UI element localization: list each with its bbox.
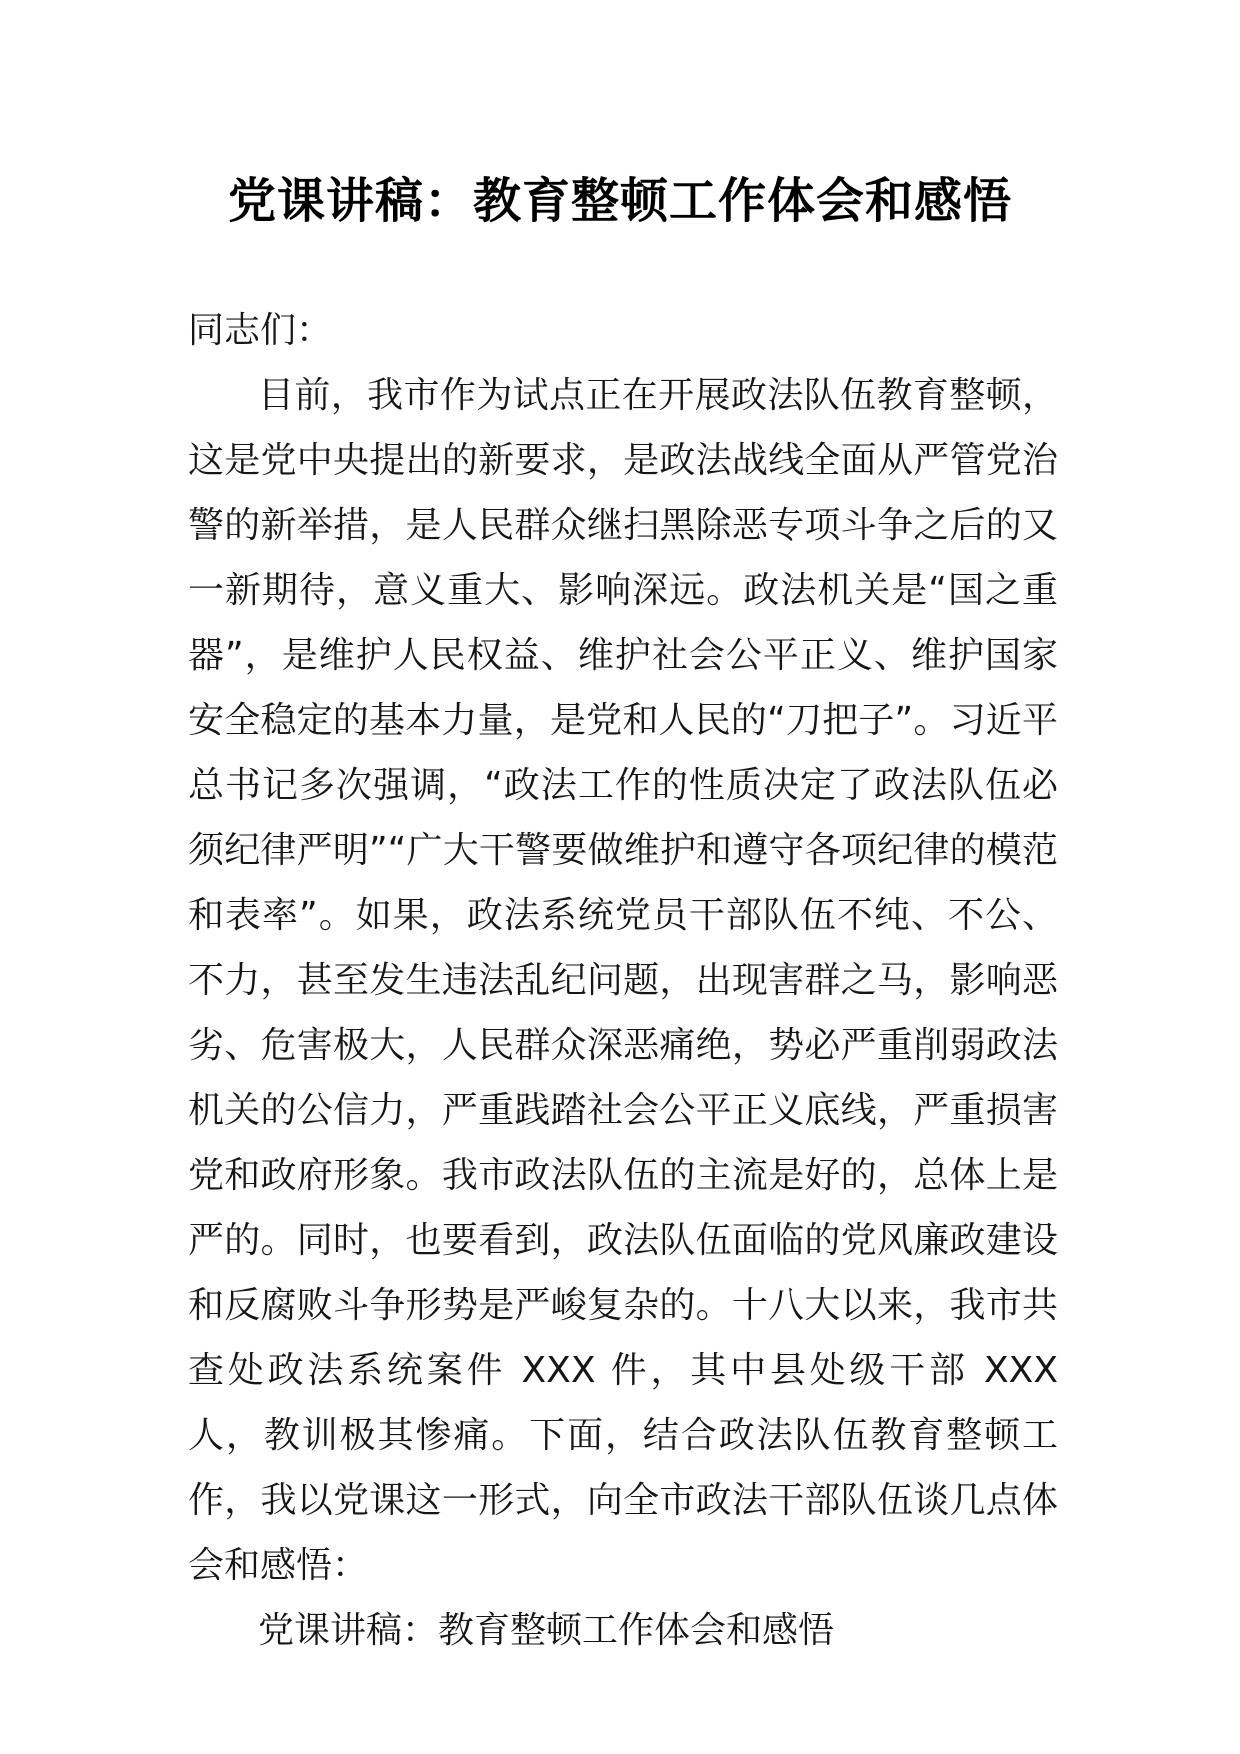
greeting-line: 同志们： xyxy=(188,310,333,351)
document-body xyxy=(188,298,1058,1663)
document-title: 党课讲稿：教育整顿工作体会和感悟 xyxy=(227,173,1012,229)
body-paragraph-2: 党课讲稿：教育整顿工作体会和感悟 xyxy=(258,1610,835,1651)
body-paragraph-1: 目前，我市作为试点正在开展政法队伍教育整顿，这是党中央提出的新要求，是政法战线全面从严管党治警的新举措，是人民群众继扫黑除恶专项斗争之后的又一新期待，意义重大、影响深远。政法机关是“国之重器”，是维护人民权益、维护社会公平正义、维护国家安全稳定的基本力量，是党和人民的“刀把子”。习近平总书记多次强调，“政法工作的性质决定了政法队伍必须纪律严明”“广大干警要做维护和遵守各项纪律的模范和表率”。如果，政法系统党员干部队伍不纯、不公、不力，甚至发生违法乱纪问题，出现害群之马，影响恶劣、危害极大，人民群众深恶痛绝，势必严重削弱政法机关的公信力，严重践踏社会公平正义底线，严重损害党和政府形象。我市政法队伍的主流是好的，总体上是严的。同时，也要看到，政法队伍面临的党风廉政建设和反腐败斗争形势是严峻复杂的。十八大以来，我市共查处政法系统案件 XXX 件，其中县处级干部 XXX 人，教训极其惨痛。下面，结合政法队伍教育整顿工作，我以党课这一形式，向全市政法干部队伍谈几点体会和感悟： xyxy=(188,375,1058,1586)
